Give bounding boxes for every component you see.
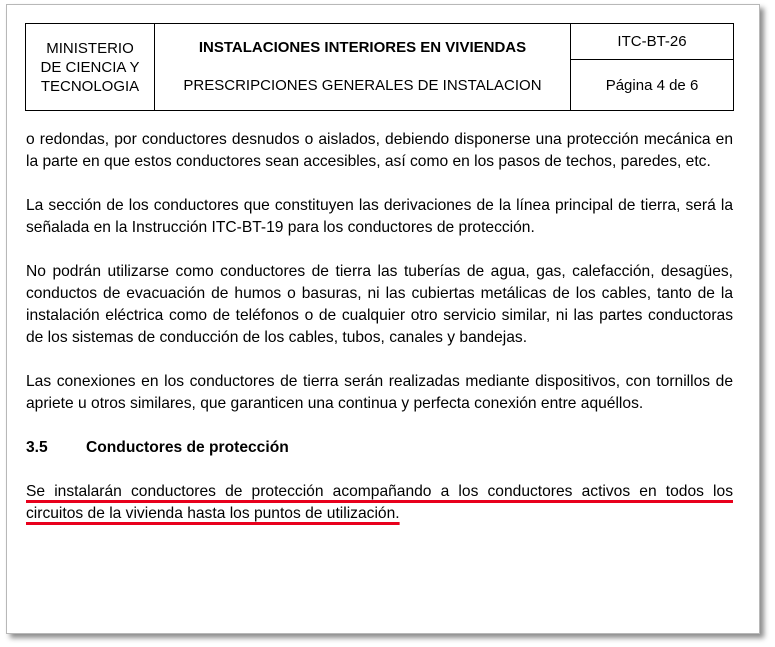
title-cell (155, 24, 571, 110)
ministry-line: DE CIENCIA Y (40, 58, 140, 76)
document-body (26, 129, 733, 525)
document-header (25, 23, 734, 111)
document-page (6, 4, 760, 634)
section-title: Conductores de protección (86, 439, 289, 456)
ministry-line: TECNOLOGIA (40, 77, 140, 95)
document-title: INSTALACIONES INTERIORES EN VIVIENDAS (198, 39, 527, 56)
ministry-cell (26, 24, 155, 110)
paragraph: o redondas, por conductores desnudos o aislados, debiendo disponerse una protección mecánica en la parte en que estos conductores sean accesibles, así como en los pasos de techos, paredes, etc. (26, 131, 733, 170)
document-code: ITC-BT-26 (571, 24, 733, 60)
paragraph: Las conexiones en los conductores de tierra serán realizadas mediante dispositivos, con tornillos de apriete u otros similares, que garanticen una continua y perfecta conexión entre aquéllos. (26, 373, 733, 412)
paragraph: La sección de los conductores que constituyen las derivaciones de la línea principal de tierra, será la señalada en la Instrucción ITC-BT-19 para los conductores de protección. (26, 197, 733, 236)
document-subtitle: PRESCRIPCIONES GENERALES DE INSTALACION (183, 77, 542, 94)
section-number: 3.5 (26, 439, 48, 456)
section-heading (26, 437, 733, 459)
reference-cell (571, 24, 733, 110)
ministry-line: MINISTERIO (46, 39, 134, 57)
paragraph: No podrán utilizarse como conductores de tierra las tuberías de agua, gas, calefacción, desagües, conductos de evacuación de humos o basuras, ni las cubiertas metálicas de los cables, tanto de la instalación eléctrica como de teléfonos o de cualquier otro servicio similar, ni las partes conductoras de los sistemas de conducción de los cables, tubos, canales y bandejas. (26, 263, 733, 346)
page-number: Página 4 de 6 (605, 76, 699, 94)
highlighted-paragraph: Se instalarán conductores de protección acompañando a los conductores activos en todos los circuitos de la vivienda hasta los puntos de utilización. (26, 483, 733, 522)
